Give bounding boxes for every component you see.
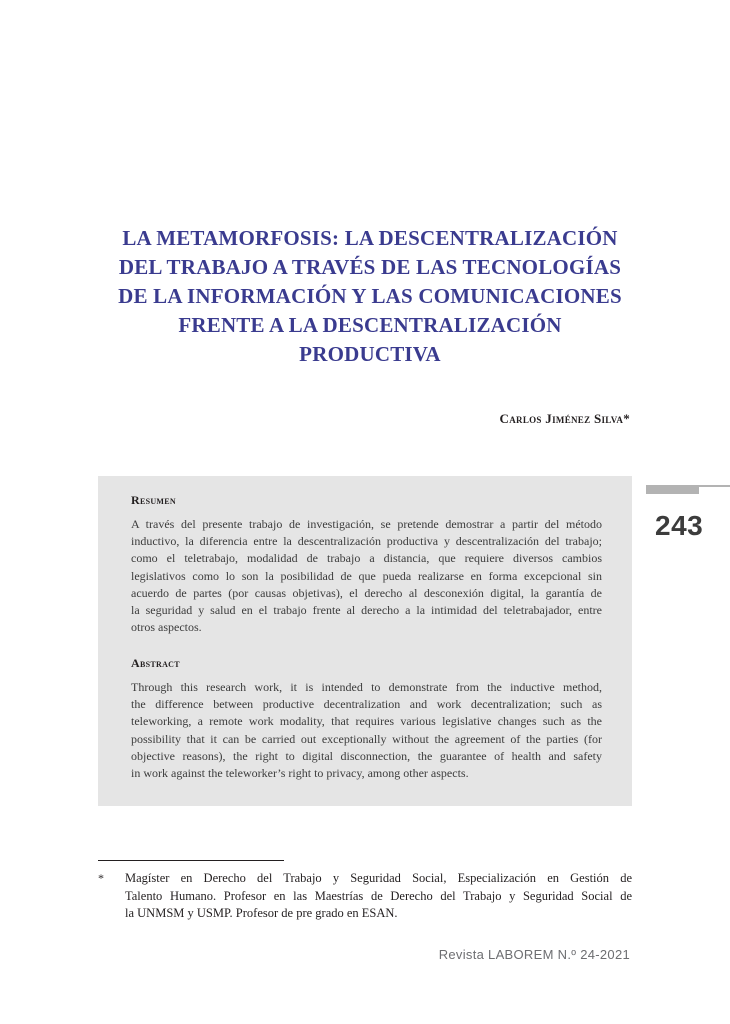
resumen-line: inductivo, la diferencia entre la descentralización productiva y descentralización del trabajo; xyxy=(131,534,602,549)
abstract-line: possibility that it can be carried out exceptionally without the agreement of the parties (for xyxy=(131,731,602,746)
resumen-line: como el teletrabajo, modalidad de trabajo a distancia, que requiere diversos cambios xyxy=(131,551,602,566)
resumen-heading: Resumen xyxy=(131,493,176,507)
article-title-line: FRENTE A LA DESCENTRALIZACIÓN xyxy=(178,313,562,337)
page-number: 243 xyxy=(655,510,704,541)
footnote-line: Talento Humano. Profesor en las Maestrías de Derecho del Trabajo y Seguridad Social de xyxy=(125,888,632,903)
abstract-line: Through this research work, it is intended to demonstrate from the inductive method, xyxy=(131,680,602,694)
resumen-line: otros aspectos. xyxy=(131,620,202,635)
resumen-line: acuerdo de partes (por causas objetivas), el derecho al desconexión digital, la garantía de xyxy=(131,585,602,600)
article-title-line: DEL TRABAJO A TRAVÉS DE LAS TECNOLOGÍAS xyxy=(118,255,622,279)
journal-footer: Revista LABOREM N.º 24-2021 xyxy=(438,947,630,962)
footnote-text xyxy=(125,870,632,923)
abstract-paragraph xyxy=(131,679,602,782)
abstract-line: objective reasons), the right to digital disconnection, the guarantee of health and safety xyxy=(131,748,602,763)
page-tab-bar xyxy=(646,485,699,494)
article-title-line: DE LA INFORMACIÓN Y LAS COMUNICACIONES xyxy=(118,284,622,308)
abstract-line: the difference between productive decentralization and work decentralization; such as xyxy=(131,697,602,712)
footnote-divider xyxy=(98,860,284,861)
footnote-marker: * xyxy=(98,871,104,885)
resumen-paragraph xyxy=(131,516,602,636)
abstract-line: in work against the teleworker’s right to privacy, among other aspects. xyxy=(131,766,469,781)
footnote-line: la UNMSM y USMP. Profesor de pre grado en ESAN. xyxy=(125,906,398,921)
footnote-line: Magíster en Derecho del Trabajo y Seguridad Social, Especialización en Gestión de xyxy=(125,871,632,885)
abstract-line: teleworking, a remote work modality, that requires various legislative changes such as the xyxy=(131,714,602,729)
resumen-line: legislativos como lo son la posibilidad de que pueda realizarse en forma excepcional sin xyxy=(131,568,602,583)
resumen-line: la seguridad y salud en el trabajo frente al derecho a la intimidad del teletrabajador, entre xyxy=(131,603,602,618)
article-title xyxy=(100,224,640,369)
article-title-line: PRODUCTIVA xyxy=(299,342,441,366)
abstract-heading: Abstract xyxy=(131,656,180,670)
article-title-line: LA METAMORFOSIS: LA DESCENTRALIZACIÓN xyxy=(122,226,618,250)
author-name: Carlos Jiménez Silva* xyxy=(499,411,630,426)
resumen-line: A través del presente trabajo de investigación, se pretende demostrar a partir del método xyxy=(131,517,602,531)
